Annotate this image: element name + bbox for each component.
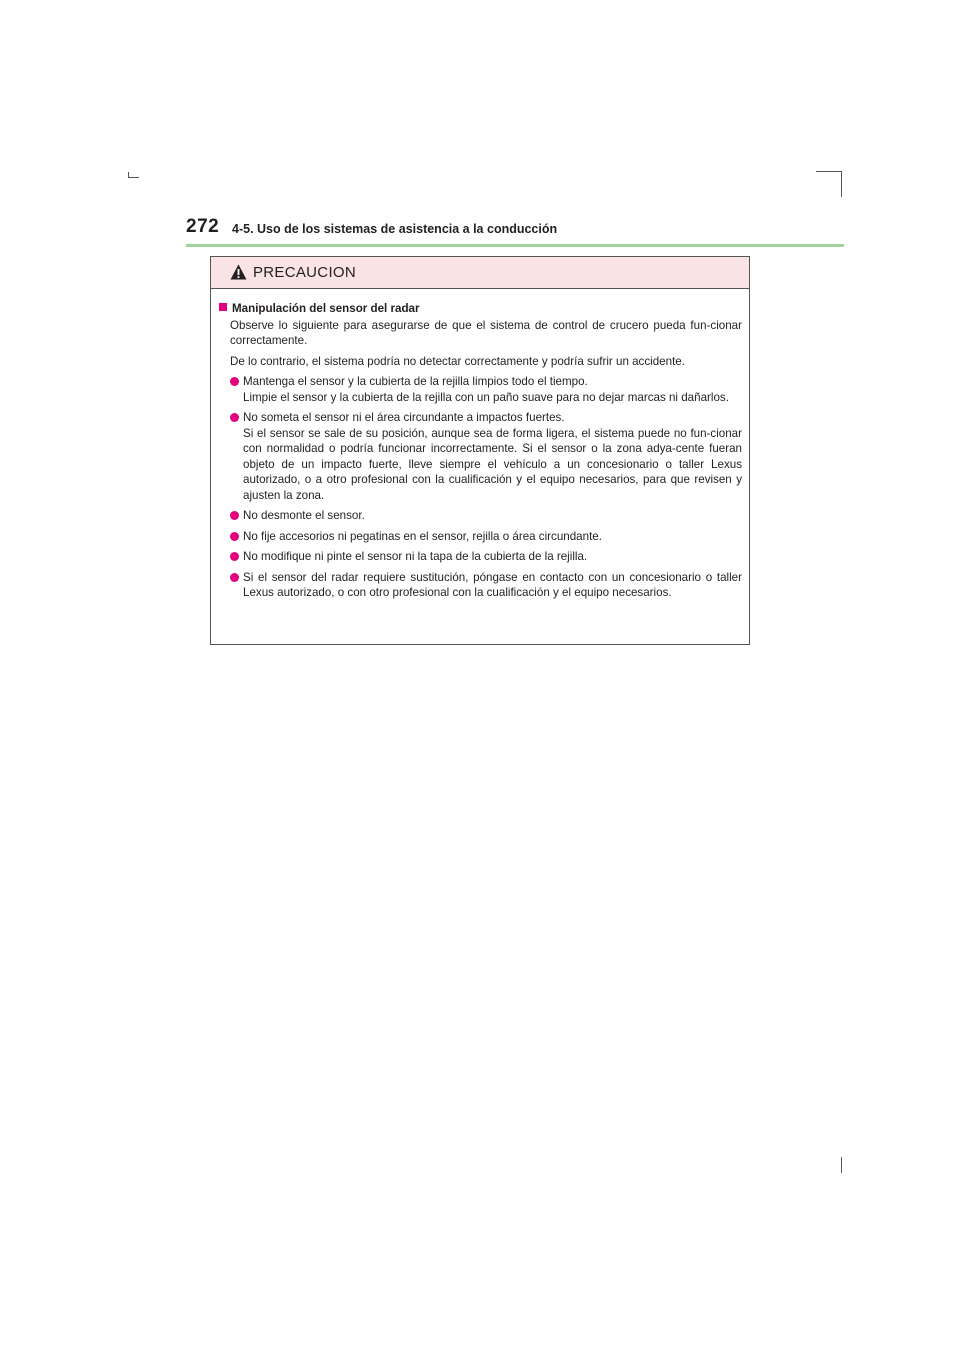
list-item — [230, 508, 742, 524]
page-number: 272 — [186, 216, 220, 237]
list-item — [230, 410, 742, 503]
list-item-lead: No modifique ni pinte el sensor ni la tapa de la cubierta de la rejilla. — [243, 550, 588, 563]
header-rule — [186, 244, 844, 247]
warning-box — [210, 256, 750, 645]
list-item-lead: Si el sensor del radar requiere sustitución, póngase en contacto con un concesionario o taller Lexus autorizado, o con otro profesional con la cualificación y el equipo necesarios. — [243, 570, 742, 599]
section-title: 4-5. Uso de los sistemas de asistencia a la conducción — [232, 222, 558, 236]
list-item-lead: No someta el sensor ni el área circundante a impactos fuertes. — [243, 411, 565, 424]
subheading — [219, 301, 742, 317]
list-item-lead: Mantenga el sensor y la cubierta de la rejilla limpios todo el tiempo. — [243, 375, 588, 388]
warning-title: PRECAUCION — [253, 264, 357, 281]
warning-body — [211, 289, 749, 601]
round-bullet-icon — [230, 413, 239, 422]
round-bullet-icon — [230, 511, 239, 520]
list-item-detail: Limpie el sensor y la cubierta de la rejilla con un paño suave para no dejar marcas ni dañarlos. — [243, 390, 729, 404]
list-item — [230, 529, 742, 545]
crop-mark — [841, 171, 842, 197]
round-bullet-icon — [230, 573, 239, 582]
list-item — [230, 549, 742, 565]
square-bullet-icon — [219, 303, 227, 311]
list-item-lead: No fije accesorios ni pegatinas en el sensor, rejilla o área circundante. — [243, 529, 602, 543]
running-header — [186, 216, 846, 246]
warning-triangle-icon — [230, 264, 247, 280]
list-item — [230, 374, 742, 405]
subheading-text: Manipulación del sensor del radar — [232, 302, 420, 315]
warning-header — [211, 257, 749, 289]
intro-paragraph: Observe lo siguiente para asegurarse de que el sistema de control de crucero pueda fun-cionar correctamente. — [230, 318, 742, 347]
list-item-detail: Si el sensor se sale de su posición, aunque sea de forma ligera, el sistema puede no fun-cionar con normalidad o podría funcionar incorrectamente. Si el sensor o la zona adya-cente fueran objeto de un impacto fuerte, lleve siempre el vehículo a un concesionario o taller Lexus autorizado, o a otro profesional con la cualificación y el equipo necesarios, para que revisen y ajusten la zona. — [243, 426, 742, 502]
crop-mark — [841, 1157, 842, 1173]
round-bullet-icon — [230, 532, 239, 541]
round-bullet-icon — [230, 552, 239, 561]
crop-mark — [816, 171, 842, 172]
list-item-lead: No desmonte el sensor. — [243, 509, 365, 522]
round-bullet-icon — [230, 377, 239, 386]
intro-paragraph: De lo contrario, el sistema podría no detectar correctamente y podría sufrir un accidente. — [230, 354, 685, 368]
crop-mark — [128, 177, 139, 178]
list-item — [230, 570, 742, 601]
